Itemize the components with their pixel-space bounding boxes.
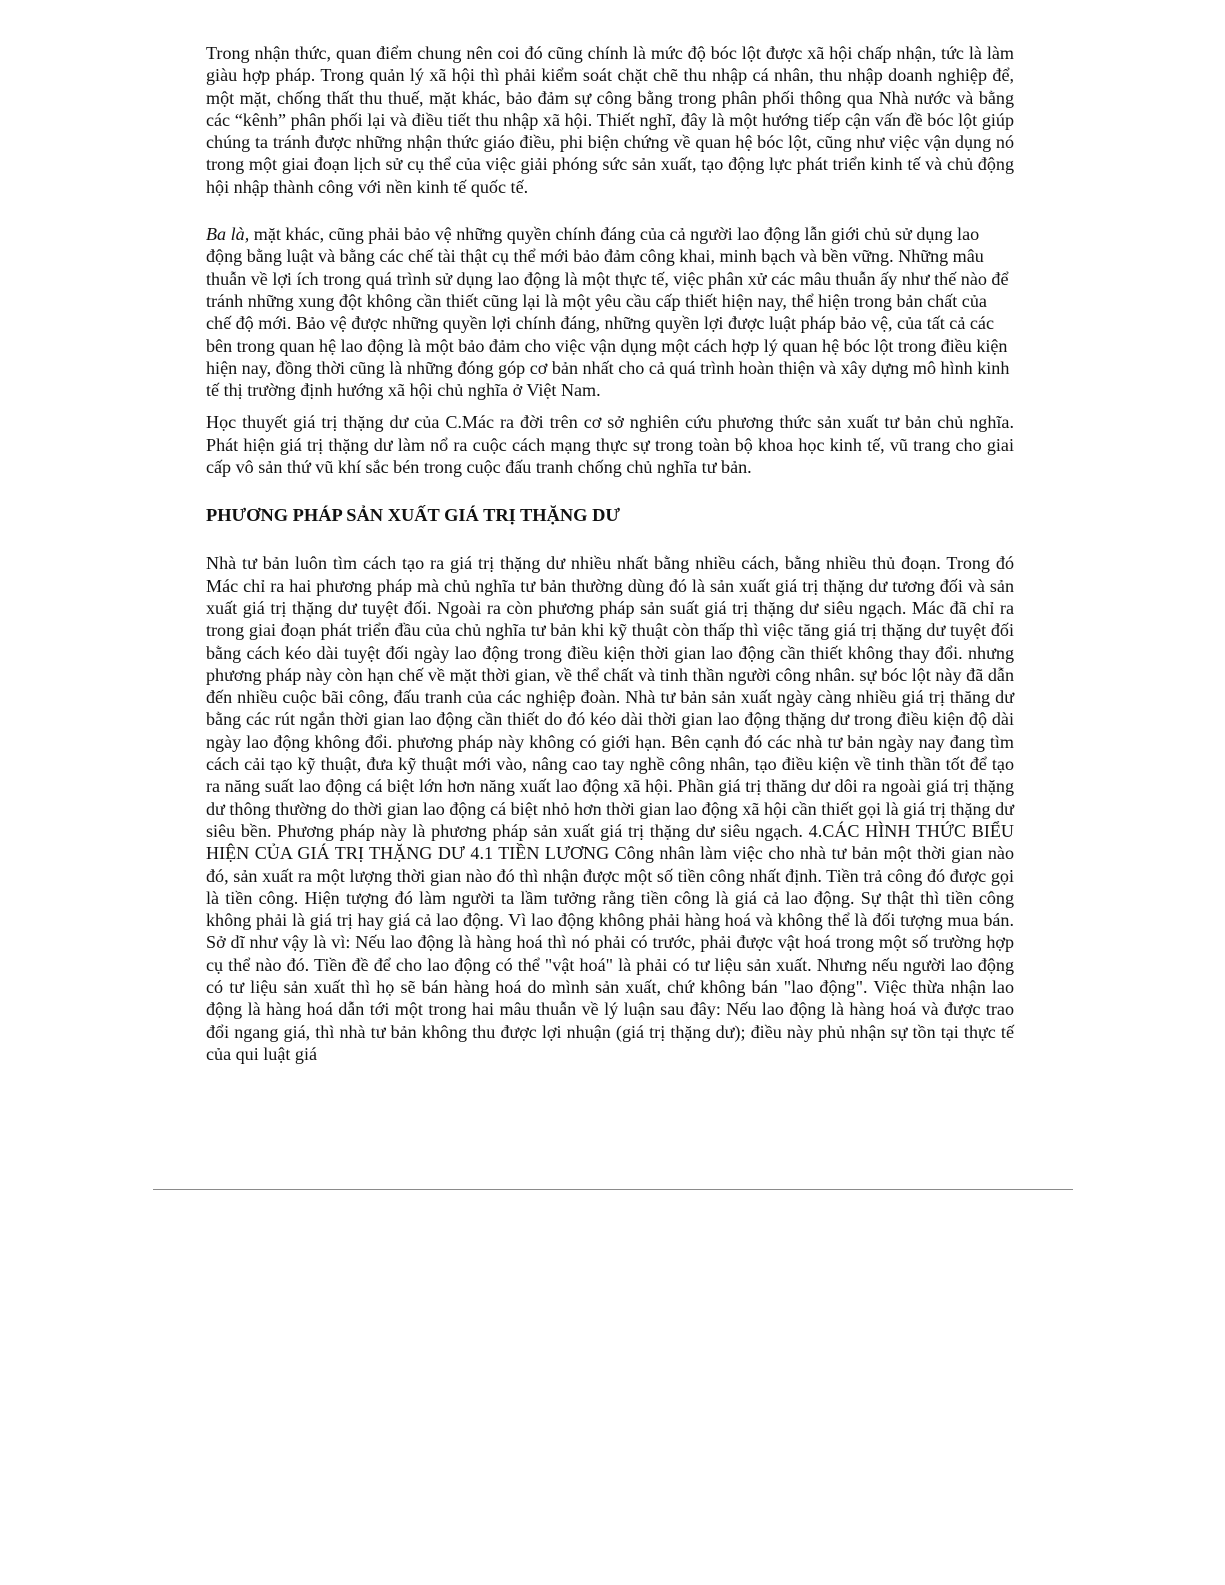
page-separator: [153, 1189, 1073, 1190]
paragraph-surplus-value-theory: Học thuyết giá trị thặng dư của C.Mác ra đời trên cơ sở nghiên cứu phương thức sản xuất tư bản chủ nghĩa. Phát hiện giá trị thặng dư làm nổ ra cuộc cách mạng thực sự trong toàn bộ khoa học kinh tế, vũ trang cho giai cấp vô sản thứ vũ khí sắc bén trong cuộc đấu tranh chống chủ nghĩa tư bản.: [206, 412, 1014, 478]
paragraph-lead-italic: Ba là,: [206, 224, 250, 245]
paragraph-third-point: [206, 223, 1014, 401]
paragraph-third-point-body: mặt khác, cũng phải bảo vệ những quyền chính đáng của cả người lao động lẫn giới chủ sử dụng lao động bằng luật và bằng các chế tài thật cụ thể mới bảo đảm công khai, minh bạch và bền vững. Những mâu thuẫn về lợi ích trong quá trình sử dụng lao động là một thực tế, việc phân xử các mâu thuẫn ấy như thế nào để tránh những xung đột không cần thiết cũng lại là một yêu cầu cấp thiết hiện nay, thể hiện trong bản chất của chế độ mới. Bảo vệ được những quyền lợi chính đáng, những quyền lợi được luật pháp bảo vệ, của tất cả các bên trong quan hệ lao động là một bảo đảm cho việc vận dụng một cách hợp lý quan hệ bóc lột trong điều kiện hiện nay, đồng thời cũng là những đóng góp cơ bản nhất cho cả quá trình hoàn thiện và xây dựng mô hình kinh tế thị trường định hướng xã hội chủ nghĩa ở Việt Nam.: [206, 224, 1010, 401]
paragraph-exploitation-perception: Trong nhận thức, quan điểm chung nên coi đó cũng chính là mức độ bóc lột được xã hội chấp nhận, tức là làm giàu hợp pháp. Trong quản lý xã hội thì phải kiểm soát chặt chẽ thu nhập cá nhân, thu nhập doanh nghiệp để, một mặt, chống thất thu thuế, mặt khác, bảo đảm sự công bằng trong phân phối thông qua Nhà nước và bằng các “kênh” phân phối lại và điều tiết thu nhập xã hội. Thiết nghĩ, đây là một hướng tiếp cận vấn đề bóc lột giúp chúng ta tránh được những nhận thức giáo điều, phi biện chứng về quan hệ bóc lột, cũng như việc vận dụng nó trong một giai đoạn lịch sử cụ thể của việc giải phóng sức sản xuất, tạo động lực phát triển kinh tế và chủ động hội nhập thành công với nền kinh tế quốc tế.: [206, 43, 1014, 197]
paragraph-production-methods: Nhà tư bản luôn tìm cách tạo ra giá trị thặng dư nhiều nhất bằng nhiều cách, bằng nhiều thủ đoạn. Trong đó Mác chỉ ra hai phương pháp mà chủ nghĩa tư bản thường dùng đó là sản xuất giá trị thặng dư tương đối và sản xuất giá trị thặng dư tuyệt đối. Ngoài ra còn phương pháp sản suất giá trị thặng dư siêu ngạch. Mác đã chỉ ra trong giai đoạn phát triển đầu của chủ nghĩa tư bản khi kỹ thuật còn thấp thì việc tăng giá trị thặng dư tuyệt đối bằng cách kéo dài tuyệt đối ngày lao động trong điều kiện thời gian lao động cần thiết không thay đổi. nhưng phương pháp này còn hạn chế về mặt thời gian, về thể chất và tinh thần người công nhân. sự bóc lột này đã dẫn đến nhiều cuộc bãi công, đấu tranh của các nghiệp đoàn. Nhà tư bản sản xuất ngày càng nhiều giá trị thăng dư bằng các rút ngắn thời gian lao động cần thiết do đó kéo dài thời gian lao động thặng dư trong điều kiện độ dài ngày lao động không đổi. phương pháp này không có giới hạn. Bên cạnh đó các nhà tư bản ngày nay đang tìm cách cải tạo kỹ thuật, đưa kỹ thuật mới vào, nâng cao tay nghề công nhân, tạo điều kiện về tinh thần tốt để tạo ra năng suất lao động cá biệt lớn hơn năng xuất lao động xã hội. Phần giá trị thăng dư dôi ra ngoài giá trị thặng dư thông thường do thời gian lao động cá biệt nhỏ hơn thời gian lao động xã hội cần thiết gọi là giá trị thặng dư siêu bền. Phương pháp này là phương pháp sản xuất giá trị thặng dư siêu ngạch. 4.CÁC HÌNH THỨC BIỂU HIỆN CỦA GIÁ TRỊ THẶNG DƯ 4.1 TIỀN LƯƠNG Công nhân làm việc cho nhà tư bản một thời gian nào đó, sản xuất ra một lượng thời gian nào đó thì nhận được một số tiền công nhất định. Tiền trả công đó được gọi là tiền công. Hiện tượng đó làm người ta lầm tưởng rằng tiền công là giá cả lao động. Sự thật thì tiền công không phải là giá trị hay giá cả lao động. Vì lao động không phải hàng hoá và không thể là đối tượng mua bán. Sở dĩ như vậy là vì: Nếu lao động là hàng hoá thì nó phải có trước, phải được vật hoá trong một số trường hợp cụ thể nào đó. Tiền đề để cho lao động có thể "vật hoá" là phải có tư liệu sản xuất. Nhưng nếu người lao động có tư liệu sản xuất thì họ sẽ bán hàng hoá do mình sản xuất, chứ không bán "lao động". Việc thừa nhận lao động là hàng hoá dẫn tới một trong hai mâu thuẫn về lý luận sau đây: Nếu lao động là hàng hoá và được trao đổi ngang giá, thì nhà tư bản không thu được lợi nhuận (giá trị thặng dư); điều này phủ nhận sự tồn tại thực tế của qui luật giá: [206, 553, 1014, 1064]
section-heading: PHƯƠNG PHÁP SẢN XUẤT GIÁ TRỊ THẶNG DƯ: [206, 505, 620, 526]
document-body: [206, 42, 1014, 1065]
